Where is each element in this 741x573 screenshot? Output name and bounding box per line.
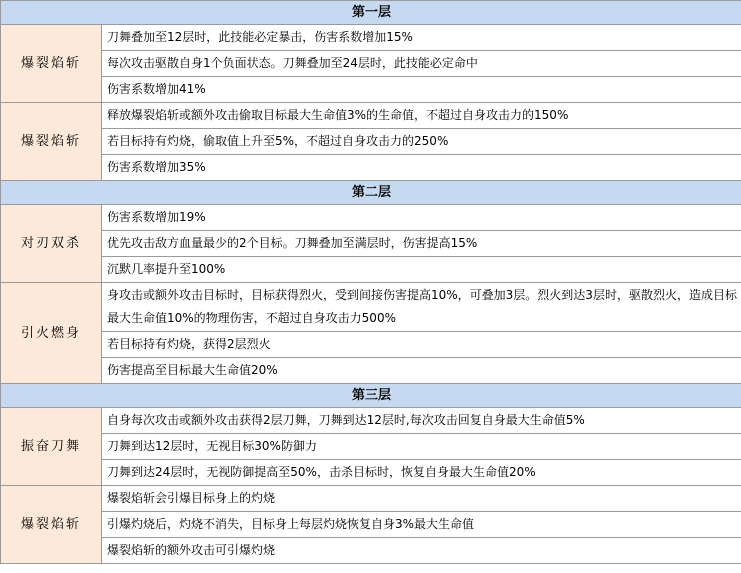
table-row [1,77,741,103]
table-row [1,283,741,332]
skill-effect: 若目标持有灼烧，偷取值上升至5%，不超过自身攻击力的250% [102,129,741,155]
skill-effect: 伤害提高至目标最大生命值20% [102,358,741,384]
skill-effect: 爆裂焰斩的额外攻击可引爆灼烧 [102,538,741,564]
table-row [1,155,741,181]
skill-effect: 伤害系数增加41% [102,77,741,103]
skill-effect: 身攻击或额外攻击目标时，目标获得烈火，受到间接伤害提高10%，可叠加3层。烈火到达3层时，驱散烈火，造成目标最大生命值10%的物理伤害，不超过自身攻击力500% [102,283,741,332]
skill-effect: 伤害系数增加35% [102,155,741,181]
skill-effect: 优先攻击敌方血量最少的2个目标。刀舞叠加至满层时，伤害提高15% [102,231,741,257]
layer-header [1,384,741,408]
table-row [1,538,741,564]
table-row [1,332,741,358]
skill-name: 爆裂焰斩 [1,486,102,564]
layer-title: 第三层 [1,384,741,408]
table-row [1,434,741,460]
table-row [1,25,741,51]
skill-name: 对刃双杀 [1,205,102,283]
layer-title: 第二层 [1,181,741,205]
table-row [1,103,741,129]
skill-effect: 沉默几率提升至100% [102,257,741,283]
table-row [1,512,741,538]
table-row [1,408,741,434]
skill-effect: 若目标持有灼烧，获得2层烈火 [102,332,741,358]
table-row [1,486,741,512]
layer-header [1,1,741,25]
skill-name: 爆裂焰斩 [1,103,102,181]
table-row [1,129,741,155]
table-row [1,358,741,384]
skill-name: 引火燃身 [1,283,102,384]
skill-effect: 每次攻击驱散自身1个负面状态。刀舞叠加至24层时，此技能必定命中 [102,51,741,77]
table-row [1,51,741,77]
skill-effect: 释放爆裂焰斩或额外攻击偷取目标最大生命值3%的生命值，不超过自身攻击力的150% [102,103,741,129]
skill-effect: 刀舞到达24层时，无视防御提高至50%，击杀目标时，恢复自身最大生命值20% [102,460,741,486]
layer-title: 第一层 [1,1,741,25]
skill-effect: 刀舞叠加至12层时，此技能必定暴击，伤害系数增加15% [102,25,741,51]
table-row [1,257,741,283]
skill-effect: 刀舞到达12层时，无视目标30%防御力 [102,434,741,460]
skill-effect: 自身每次攻击或额外攻击获得2层刀舞，刀舞到达12层时,每次攻击回复自身最大生命值5% [102,408,741,434]
skill-name: 爆裂焰斩 [1,25,102,103]
table-row [1,205,741,231]
layer-header [1,181,741,205]
table-row [1,231,741,257]
skill-effect: 引爆灼烧后，灼烧不消失，目标身上每层灼烧恢复自身3%最大生命值 [102,512,741,538]
skill-name: 振奋刀舞 [1,408,102,486]
table-row [1,460,741,486]
skill-effect: 伤害系数增加19% [102,205,741,231]
skill-effect: 爆裂焰斩会引爆目标身上的灼烧 [102,486,741,512]
